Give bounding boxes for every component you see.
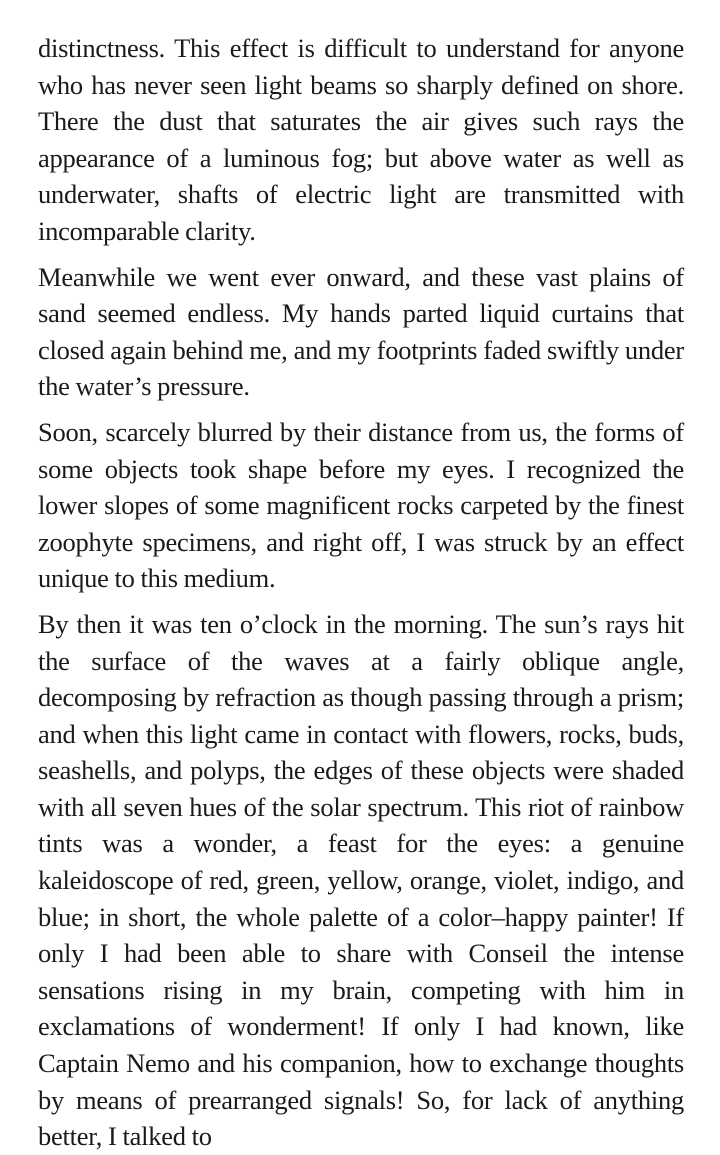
book-page <box>38 30 684 1155</box>
paragraph-meanwhile: Meanwhile we went ever onward, and these vast plains of sand seemed endless. My hands parted liquid curtains that closed again behind me, and my footprints faded swiftly under the water’s pressure. <box>38 261 684 402</box>
paragraph-soon: Soon, scarcely blurred by their distance from us, the forms of some objects took shape before my eyes. I recognized the lower slopes of some magnificent rocks carpeted by the finest zoophyte specimens, and right off, I was struck by an effect unique to this medium. <box>38 416 684 594</box>
paragraph-by-then: By then it was ten o’clock in the morning. The sun’s rays hit the surface of the waves at a fairly oblique angle, decomposing by refraction as though passing through a prism; and when this light came in contact with flowers, rocks, buds, seashells, and polyps, the edges of these objects were shaded with all seven hues of the solar spectrum. This riot of rainbow tints was a wonder, a feast for the eyes: a genuine kaleidoscope of red, green, yellow, orange, violet, indigo, and blue; in short, the whole palette of a color–happy painter! If only I had been able to share with Conseil the intense sensations rising in my brain, competing with him in exclamations of wonderment! If only I had known, like Captain Nemo and his companion, how to exchange thoughts by means of prearranged signals! So, for lack of anything better, I talked to <box>38 608 684 1152</box>
paragraph-distinctness: distinctness. This effect is difficult to understand for anyone who has never seen light beams so sharply defined on shore. There the dust that saturates the air gives such rays the appearance of a luminous fog; but above water as well as underwater, shafts of electric light are transmitted with incomparable clarity. <box>38 33 684 246</box>
